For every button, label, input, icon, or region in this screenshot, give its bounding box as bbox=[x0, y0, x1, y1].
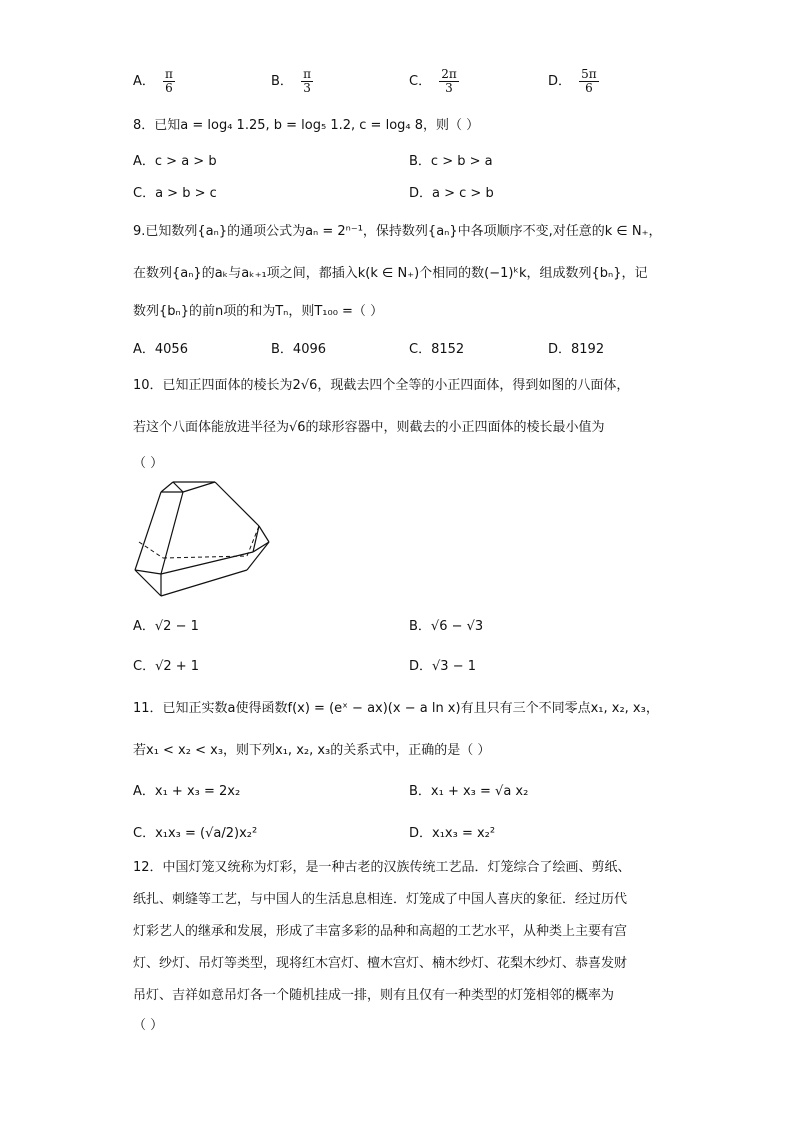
figure-edge bbox=[247, 542, 269, 570]
q8-option-d: D．a > c > b bbox=[409, 186, 494, 201]
q10-line-1: 10．已知正四面体的棱长为2√6，现截去四个全等的小正四面体，得到如图的八面体， bbox=[133, 378, 630, 393]
q10-line-3: （ ） bbox=[133, 456, 164, 471]
q11-option-a: A．x₁ + x₃ = 2x₂ bbox=[133, 784, 241, 799]
q12-line-1: 12．中国灯笼又统称为灯彩，是一种古老的汉族传统工艺品．灯笼综合了绘画、剪纸、 bbox=[133, 860, 631, 875]
q7-option-a: A． $\frac{\pi}{6}$ bbox=[133, 67, 173, 96]
figure-edge bbox=[259, 526, 269, 542]
figure-edge bbox=[161, 482, 173, 492]
q9-option-d: D．8192 bbox=[548, 342, 605, 357]
q7-option-c: C． $\frac{2\pi}{3}$ bbox=[409, 67, 457, 96]
q11-line-2: 若x₁ < x₂ < x₃，则下列x₁, x₂, x₃的关系式中，正确的是（ ） bbox=[133, 743, 491, 758]
q11-option-c: C．x₁x₃ = (√a/2)x₂² bbox=[133, 826, 258, 841]
q10-option-a: A．√2 − 1 bbox=[133, 619, 199, 634]
q8-stem: 8．已知a = log₄ 1.25, b = log₅ 1.2, c = log₄ 8，则（ ） bbox=[133, 118, 480, 133]
q12-line-3: 灯彩艺人的继承和发展，形成了丰富多彩的品种和高超的工艺水平，从种类上主要有宫 bbox=[133, 924, 628, 939]
figure-edge bbox=[173, 482, 183, 492]
q12-line-5: 吊灯、吉祥如意吊灯各一个随机挂成一排，则有且仅有一种类型的灯笼相邻的概率为 bbox=[133, 988, 615, 1003]
q10-option-b: B．√6 − √3 bbox=[409, 619, 484, 634]
q9-option-a: A．4056 bbox=[133, 342, 188, 357]
q12-line-2: 纸扎、刺缝等工艺，与中国人的生活息息相连．灯笼成了中国人喜庆的象征．经过历代 bbox=[133, 892, 628, 907]
q11-line-1: 11．已知正实数a使得函数f(x) = (eˣ − ax)(x − a ln x)有且只有三个不同零点x₁, x₂, x₃， bbox=[133, 701, 659, 716]
q8-option-a: A．c > a > b bbox=[133, 154, 217, 169]
q10-option-c: C．√2 + 1 bbox=[133, 659, 200, 674]
q11-option-b: B．x₁ + x₃ = √a x₂ bbox=[409, 784, 529, 799]
q12-line-6: （ ） bbox=[133, 1018, 164, 1033]
figure-edge bbox=[183, 482, 215, 492]
figure-edge bbox=[135, 492, 161, 570]
q8-option-c: C．a > b > c bbox=[133, 186, 217, 201]
q10-option-d: D．√3 − 1 bbox=[409, 659, 476, 674]
octahedron-figure bbox=[131, 478, 281, 600]
q11-option-d: D．x₁x₃ = x₂² bbox=[409, 826, 496, 841]
figure-hidden-edge bbox=[139, 542, 163, 558]
q9-line-1: 9.已知数列{aₙ}的通项公式为aₙ = 2ⁿ⁻¹，保持数列{aₙ}中各项顺序不变,对任意的k ∈ N₊， bbox=[133, 224, 662, 239]
q9-line-3: 数列{bₙ}的前n项的和为Tₙ，则T₁₀₀ =（ ） bbox=[133, 304, 384, 319]
figure-edge bbox=[215, 482, 259, 526]
figure-edge bbox=[161, 492, 183, 574]
q7-option-b: B． $\frac{\pi}{3}$ bbox=[271, 67, 311, 96]
q10-line-2: 若这个八面体能放进半径为√6的球形容器中，则截去的小正四面体的棱长最小值为 bbox=[133, 420, 605, 435]
q9-option-b: B．4096 bbox=[271, 342, 327, 357]
figure-edge bbox=[161, 570, 247, 596]
q7-option-d: D． $\frac{5\pi}{6}$ bbox=[548, 67, 597, 96]
q9-line-2: 在数列{aₙ}的aₖ与aₖ₊₁项之间，都插入k(k ∈ N₊)个相同的数(−1)ᵏk，组成数列{bₙ}，记 bbox=[133, 266, 648, 281]
q9-option-c: C．8152 bbox=[409, 342, 465, 357]
figure-edge bbox=[253, 526, 259, 552]
figure-edge bbox=[161, 552, 253, 574]
q8-option-b: B．c > b > a bbox=[409, 154, 493, 169]
q12-line-4: 灯、纱灯、吊灯等类型，现将红木宫灯、檀木宫灯、楠木纱灯、花梨木纱灯、恭喜发财 bbox=[133, 956, 628, 971]
